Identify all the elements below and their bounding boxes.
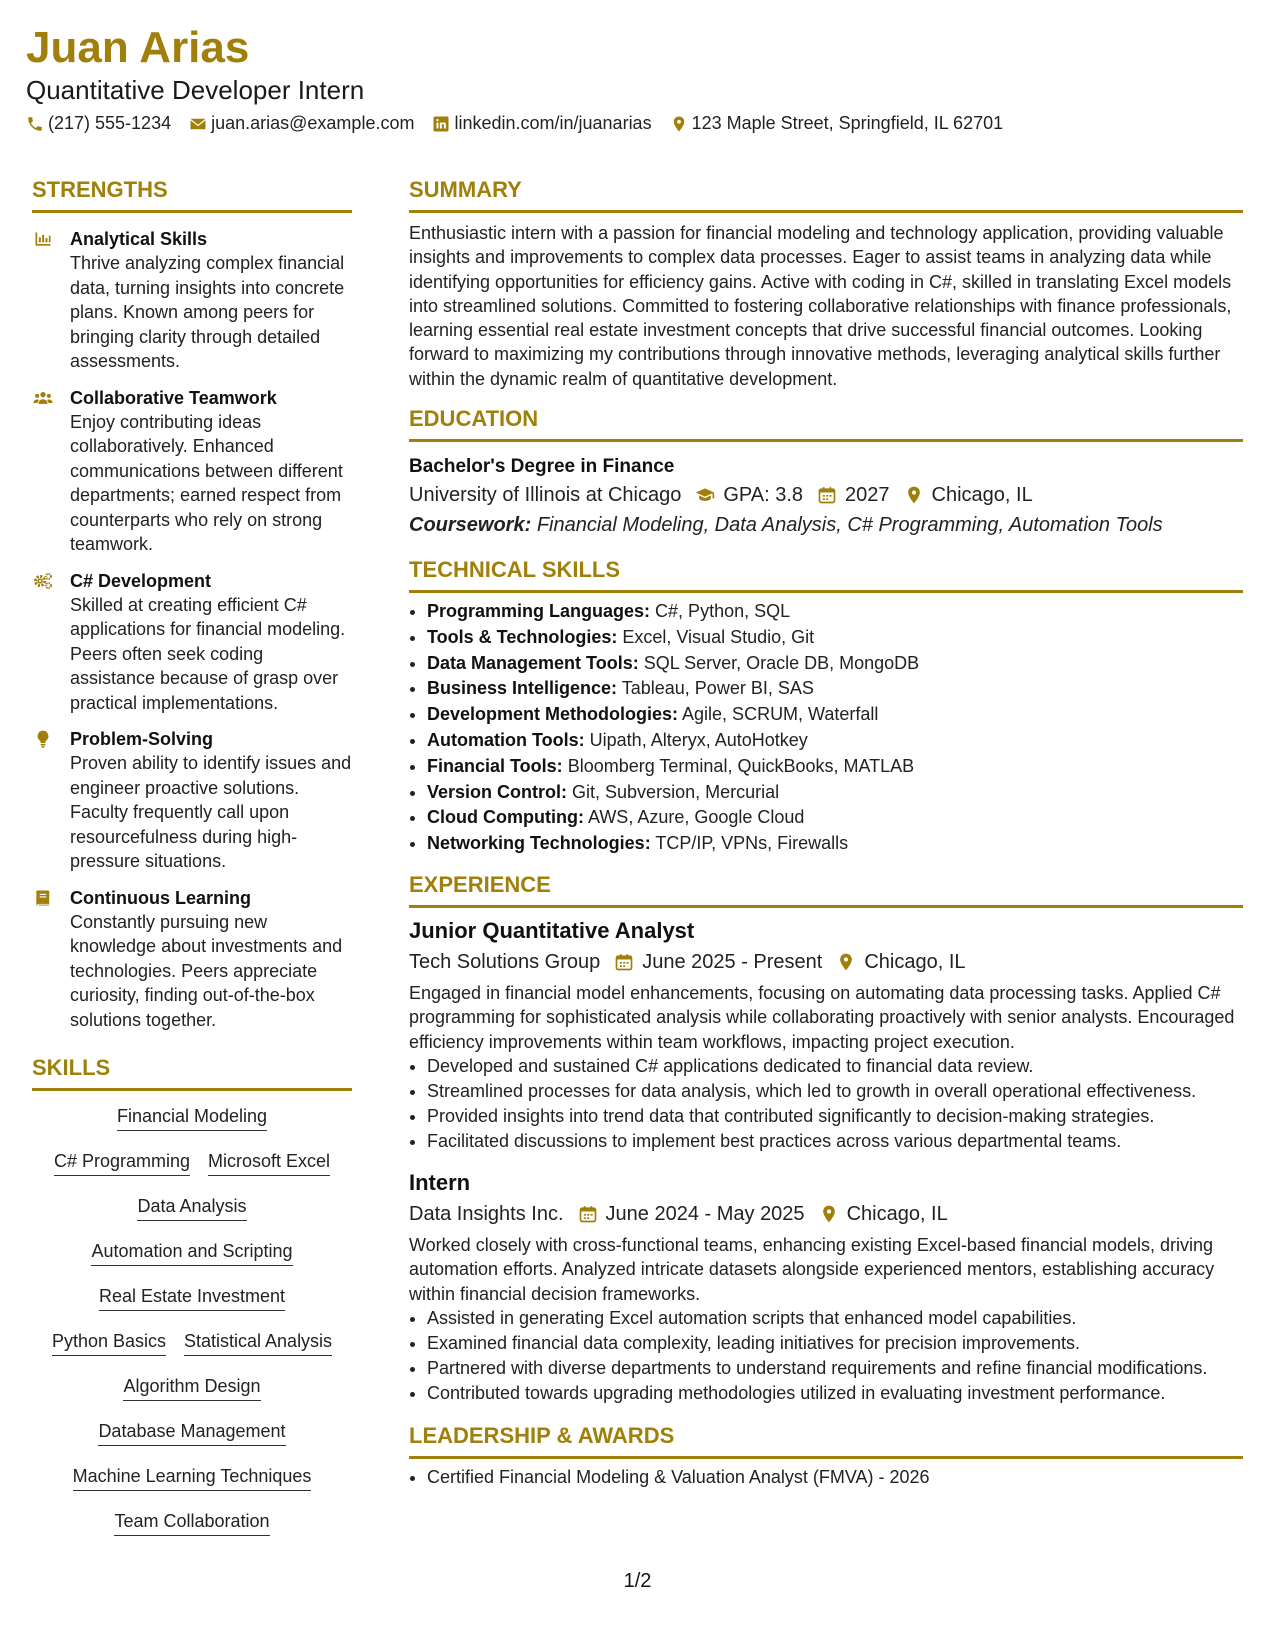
- graduation-year: 2027: [845, 484, 890, 507]
- contact-email[interactable]: [189, 113, 414, 134]
- strength-title: Problem-Solving: [70, 729, 214, 749]
- skill-tag: Microsoft Excel: [208, 1150, 330, 1176]
- list-item: • Developed and sustained C# applications dedicated to financial data review.: [427, 1054, 1243, 1079]
- skill-tag: Financial Modeling: [117, 1105, 267, 1131]
- gears-icon: [32, 571, 54, 591]
- skill-tag: Team Collaboration: [114, 1510, 269, 1536]
- skill-tag: Data Analysis: [137, 1195, 246, 1221]
- technical-skills-section: [409, 556, 1243, 857]
- list-item: [427, 676, 1243, 702]
- skill-category: Cloud Computing:: [427, 807, 584, 828]
- education-location: Chicago, IL: [931, 484, 1033, 507]
- coursework-label: Coursework:: [409, 514, 532, 537]
- skills-list: [32, 1105, 352, 1536]
- skill-tag: Python Basics: [52, 1330, 166, 1356]
- job-description: Worked closely with cross-functional teams, enhancing existing Excel-based financial models, driving automation efforts. Analyzed intricate datasets alongside experienced mentors, establishing accuracy within financial decision frameworks.: [409, 1234, 1215, 1304]
- list-item: • Partnered with diverse departments to understand requirements and refine financial modifications.: [427, 1356, 1243, 1381]
- skill-category: Version Control:: [427, 781, 568, 802]
- skill-values: Git, Subversion, Mercurial: [572, 781, 780, 802]
- linkedin-icon: [432, 115, 450, 133]
- strength-title: C# Development: [70, 570, 212, 591]
- strength-item: [32, 886, 352, 1033]
- skill-values: AWS, Azure, Google Cloud: [587, 807, 805, 828]
- job-bullets: [409, 1054, 1243, 1154]
- calendar-icon: [614, 952, 634, 972]
- education-meta: [409, 480, 1243, 510]
- experience-section: [409, 871, 1243, 1406]
- linkedin-text: linkedin.com/in/juanarias: [454, 113, 652, 133]
- email-text: juan.arias@example.com: [211, 113, 415, 133]
- right-column: [409, 176, 1243, 1491]
- strength-desc: Thrive analyzing complex financial data, turning insights into concrete plans. Known among peers for bringing clarity through detailed assessments.: [70, 253, 345, 371]
- strength-item: [32, 727, 352, 874]
- skill-category: Automation Tools:: [427, 730, 585, 751]
- strength-desc: Constantly pursuing new knowledge about investments and technologies. Peers appreciate curiosity, finding out-of-the-box solutions together.: [70, 911, 343, 1030]
- skill-category: Data Management Tools:: [427, 652, 639, 673]
- skill-values: TCP/IP, VPNs, Firewalls: [655, 833, 849, 854]
- summary-heading: SUMMARY: [409, 176, 1243, 213]
- list-item: [427, 754, 1243, 780]
- candidate-name: Juan Arias: [26, 23, 250, 72]
- users-icon: [32, 388, 54, 408]
- summary-text: Enthusiastic intern with a passion for financial modeling and technology application, providing valuable insights and improvements to complex data processes. Eager to assist teams in analyzing data while identifying opportunities for efficiency gains. Active with coding in C#, skilled in translating Excel models into streamlined solutions. Committed to fostering collaborative relationships with finance professionals, learning essential real estate investment concepts that drive successful financial outcomes. Looking forward to maximizing my contributions through innovative methods, leveraging analytical skills further within the dynamic realm of quantitative development.: [409, 223, 1232, 389]
- contact-bar: [26, 113, 1021, 134]
- leadership-section: [409, 1422, 1243, 1491]
- job-location: Chicago, IL: [864, 951, 966, 974]
- strength-item: [32, 569, 352, 716]
- company: Tech Solutions Group: [409, 951, 601, 974]
- job-bullets: [409, 1306, 1243, 1406]
- strength-title: Analytical Skills: [70, 229, 208, 249]
- coursework-list: Financial Modeling, Data Analysis, C# Programming, Automation Tools: [536, 514, 1163, 537]
- skill-tag: Database Management: [98, 1420, 285, 1446]
- job-entry: [409, 1168, 1243, 1406]
- technical-skills-list: [409, 599, 1243, 857]
- strength-desc: Skilled at creating efficient C# applications for financial modeling. Peers often seek coding assistance because of grasp over practical implementations.: [70, 594, 346, 713]
- skill-tag: Automation and Scripting: [91, 1240, 292, 1266]
- job-dates: June 2025 - Present: [642, 951, 823, 974]
- graduation-cap-icon: [695, 485, 715, 505]
- skill-category: Development Methodologies:: [427, 704, 679, 725]
- list-item: [427, 702, 1243, 728]
- list-item: [427, 728, 1243, 754]
- list-item: • Examined financial data complexity, leading initiatives for precision improvements.: [427, 1331, 1243, 1356]
- list-item: • Provided insights into trend data that contributed significantly to decision-making strategies.: [427, 1104, 1243, 1129]
- contact-phone: [26, 113, 171, 134]
- skill-category: Tools & Technologies:: [427, 626, 618, 647]
- chart-bar-icon: [32, 229, 54, 249]
- job-role: Intern: [409, 1169, 471, 1195]
- list-item: • Contributed towards upgrading methodologies utilized in evaluating investment performance.: [427, 1381, 1243, 1406]
- coursework: [409, 510, 1243, 540]
- strength-item: [32, 386, 352, 557]
- strength-item: [32, 227, 352, 374]
- job-location: Chicago, IL: [846, 1202, 948, 1225]
- list-item: [427, 599, 1243, 625]
- contact-address: [670, 113, 1004, 134]
- job-role: Junior Quantitative Analyst: [409, 918, 695, 944]
- job-dates: June 2024 - May 2025: [605, 1202, 805, 1225]
- lightbulb-icon: [32, 729, 54, 749]
- map-pin-icon: [904, 485, 924, 505]
- experience-heading: EXPERIENCE: [409, 871, 1243, 908]
- calendar-icon: [817, 485, 837, 505]
- left-column: [32, 176, 352, 1555]
- skill-category: Networking Technologies:: [427, 833, 651, 854]
- skill-values: Bloomberg Terminal, QuickBooks, MATLAB: [567, 755, 915, 776]
- job-entry: [409, 916, 1243, 1154]
- skills-heading: SKILLS: [32, 1054, 352, 1091]
- map-pin-icon: [836, 952, 856, 972]
- address-text: 123 Maple Street, Springfield, IL 62701: [691, 113, 1004, 133]
- list-item: [427, 651, 1243, 677]
- strength-title: Collaborative Teamwork: [70, 387, 277, 408]
- school: University of Illinois at Chicago: [409, 484, 682, 507]
- contact-linkedin[interactable]: [432, 113, 651, 134]
- strength-desc: Proven ability to identify issues and engineer proactive solutions. Faculty frequently call upon resourcefulness during high-pressure situations.: [70, 753, 352, 871]
- map-pin-icon: [819, 1204, 839, 1224]
- phone-text: (217) 555-1234: [48, 113, 172, 133]
- list-item: • Certified Financial Modeling & Valuation Analyst (FMVA) - 2026: [427, 1465, 1243, 1491]
- list-item: [427, 780, 1243, 806]
- skill-category: Business Intelligence:: [427, 678, 618, 699]
- map-pin-icon: [670, 115, 688, 133]
- skill-values: SQL Server, Oracle DB, MongoDB: [643, 652, 920, 673]
- list-item: • Assisted in generating Excel automation scripts that enhanced model capabilities.: [427, 1306, 1243, 1331]
- page-number: 1/2: [623, 1570, 652, 1592]
- skill-tag: C# Programming: [54, 1150, 190, 1176]
- job-meta: [409, 947, 1243, 977]
- phone-icon: [26, 115, 44, 133]
- strength-title: Continuous Learning: [70, 887, 251, 908]
- job-meta: [409, 1199, 1243, 1229]
- job-title: Quantitative Developer Intern: [26, 75, 365, 105]
- list-item: [427, 625, 1243, 651]
- skill-tag: Machine Learning Techniques: [73, 1465, 312, 1491]
- skill-category: Financial Tools:: [427, 755, 563, 776]
- job-description: Engaged in financial model enhancements, focusing on automating data processing tasks. Applied C# programming for sophisticated analysis while collaborating proactively with senior analysts. Encouraged efficiency improvements within team workflows, impacting project execution.: [409, 983, 1235, 1052]
- list-item: • Streamlined processes for data analysis, which led to growth in overall operational effectiveness.: [427, 1079, 1243, 1104]
- envelope-icon: [189, 115, 207, 133]
- company: Data Insights Inc.: [409, 1202, 564, 1225]
- skill-category: Programming Languages:: [427, 601, 651, 622]
- gpa: GPA: 3.8: [723, 484, 804, 507]
- list-item: • Facilitated discussions to implement best practices across various departmental teams.: [427, 1129, 1243, 1154]
- strengths-heading: STRENGTHS: [32, 176, 352, 213]
- skill-tag: Algorithm Design: [123, 1375, 260, 1401]
- degree: Bachelor's Degree in Finance: [409, 456, 675, 478]
- skill-values: Agile, SCRUM, Waterfall: [682, 704, 879, 725]
- list-item: [427, 831, 1243, 857]
- skill-values: Uipath, Alteryx, AutoHotkey: [589, 730, 808, 751]
- education-heading: EDUCATION: [409, 405, 1243, 442]
- skill-values: Tableau, Power BI, SAS: [621, 678, 814, 699]
- book-icon: [32, 888, 54, 908]
- technical-skills-heading: TECHNICAL SKILLS: [409, 556, 1243, 593]
- skill-values: C#, Python, SQL: [655, 601, 791, 622]
- strength-desc: Enjoy contributing ideas collaboratively. Enhanced communications between different departments; earned respect from counterparts who rely on strong teamwork.: [70, 411, 343, 554]
- skill-tag: Real Estate Investment: [99, 1285, 285, 1311]
- skill-tag: Statistical Analysis: [184, 1330, 332, 1356]
- leadership-list: [409, 1465, 1243, 1491]
- leadership-heading: LEADERSHIP & AWARDS: [409, 1422, 1243, 1459]
- skill-values: Excel, Visual Studio, Git: [622, 626, 815, 647]
- list-item: [427, 805, 1243, 831]
- calendar-icon: [578, 1204, 598, 1224]
- education-section: [409, 405, 1243, 540]
